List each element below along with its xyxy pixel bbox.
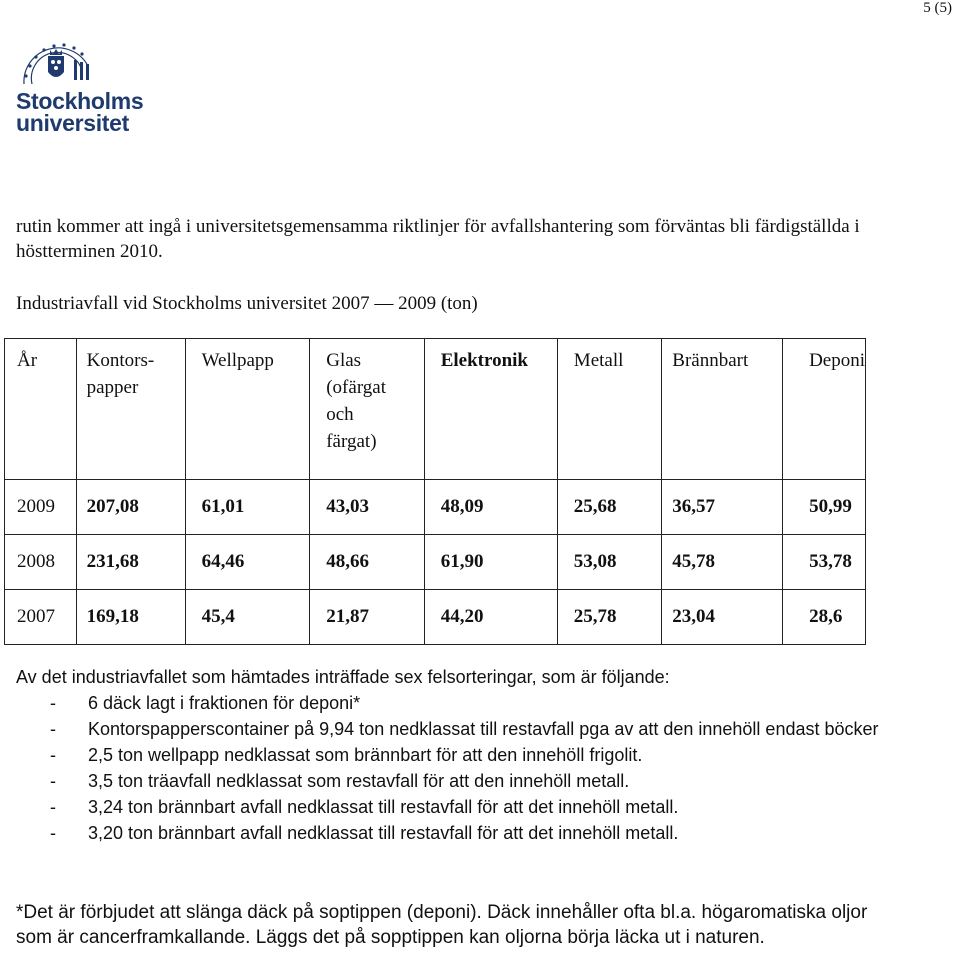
table-header-row	[5, 339, 866, 480]
table-row	[5, 480, 866, 535]
header-combustible	[662, 339, 783, 480]
table-cell: 45,4	[185, 590, 310, 645]
list-item: - 6 däck lagt i fraktionen för deponi*	[16, 690, 896, 716]
table-cell: 48,66	[310, 535, 424, 590]
list-item: - 3,20 ton brännbart avfall nedklassat till restavfall för att det innehöll metall.	[16, 820, 896, 846]
findings-list	[16, 690, 896, 846]
header-metal	[557, 339, 661, 480]
page-number: 5 (5)	[923, 0, 952, 16]
table-cell-year: 2008	[5, 535, 77, 590]
list-item: - 3,5 ton träavfall nedklassat som restavfall för att den innehöll metall.	[16, 768, 896, 794]
table-cell: 36,57	[662, 480, 783, 535]
table-cell: 64,46	[185, 535, 310, 590]
header-text: papper	[86, 377, 139, 398]
table-cell: 50,99	[783, 480, 866, 535]
header-glass	[310, 339, 424, 480]
list-item: - Kontorspapperscontainer på 9,94 ton nedklassat till restavfall pga av att den innehöll endast böcker	[16, 716, 896, 742]
header-text: Wellpapp	[201, 350, 274, 371]
table-row	[5, 590, 866, 645]
header-text: Glas	[326, 350, 362, 371]
header-cardboard	[185, 339, 310, 480]
intro-paragraph: rutin kommer att ingå i universitetsgemensamma riktlinjer för avfallshantering som förväntas bli färdigställda i höstterminen 2010.	[16, 216, 860, 262]
header-text: Brännbart	[672, 350, 749, 371]
logo-line-1: Stockholms	[16, 88, 144, 114]
table-cell: 231,68	[76, 535, 185, 590]
header-text: (ofärgat	[326, 377, 387, 398]
findings-section	[16, 664, 896, 846]
table-cell: 45,78	[662, 535, 783, 590]
table-cell: 169,18	[76, 590, 185, 645]
table-cell: 61,01	[185, 480, 310, 535]
header-text: Deponi	[809, 350, 865, 371]
table-cell: 28,6	[783, 590, 866, 645]
table-cell: 21,87	[310, 590, 424, 645]
header-landfill	[783, 339, 866, 480]
header-text: Metall	[573, 350, 624, 371]
footnote: *Det är förbjudet att slänga däck på soptippen (deponi). Däck innehåller ofta bl.a. högaromatiska oljor som är cancerframkallande. Läggs det på sopptippen kan oljorna börja läcka ut i naturen.	[16, 902, 868, 948]
findings-intro: Av det industriavfallet som hämtades inträffade sex felsorteringar, som är följande:	[16, 667, 670, 687]
logo-line-2: universitet	[16, 110, 130, 136]
table-cell-year: 2007	[5, 590, 77, 645]
header-year	[5, 339, 77, 480]
header-text: Elektronik	[440, 350, 528, 371]
waste-table	[4, 338, 866, 645]
table-cell: 53,78	[783, 535, 866, 590]
header-electronics	[424, 339, 557, 480]
header-text: År	[17, 350, 38, 371]
table-cell-year: 2009	[5, 480, 77, 535]
header-office-paper	[76, 339, 185, 480]
table-title: Industriavfall vid Stockholms universitet 2007 — 2009 (ton)	[16, 293, 478, 314]
university-logo-wordmark	[16, 90, 143, 134]
table-cell: 61,90	[424, 535, 557, 590]
table-cell: 53,08	[557, 535, 661, 590]
table-cell: 44,20	[424, 590, 557, 645]
table-row	[5, 535, 866, 590]
header-text: och	[326, 404, 354, 425]
table-cell: 23,04	[662, 590, 783, 645]
table-cell: 207,08	[76, 480, 185, 535]
list-item: - 2,5 ton wellpapp nedklassat som brännbart för att den innehöll frigolit.	[16, 742, 896, 768]
table-cell: 43,03	[310, 480, 424, 535]
table-cell: 48,09	[424, 480, 557, 535]
table-cell: 25,78	[557, 590, 661, 645]
list-item: - 3,24 ton brännbart avfall nedklassat till restavfall för att det innehöll metall.	[16, 794, 896, 820]
table-cell: 25,68	[557, 480, 661, 535]
header-text: färgat)	[326, 431, 377, 452]
header-text: Kontors-	[86, 350, 155, 371]
